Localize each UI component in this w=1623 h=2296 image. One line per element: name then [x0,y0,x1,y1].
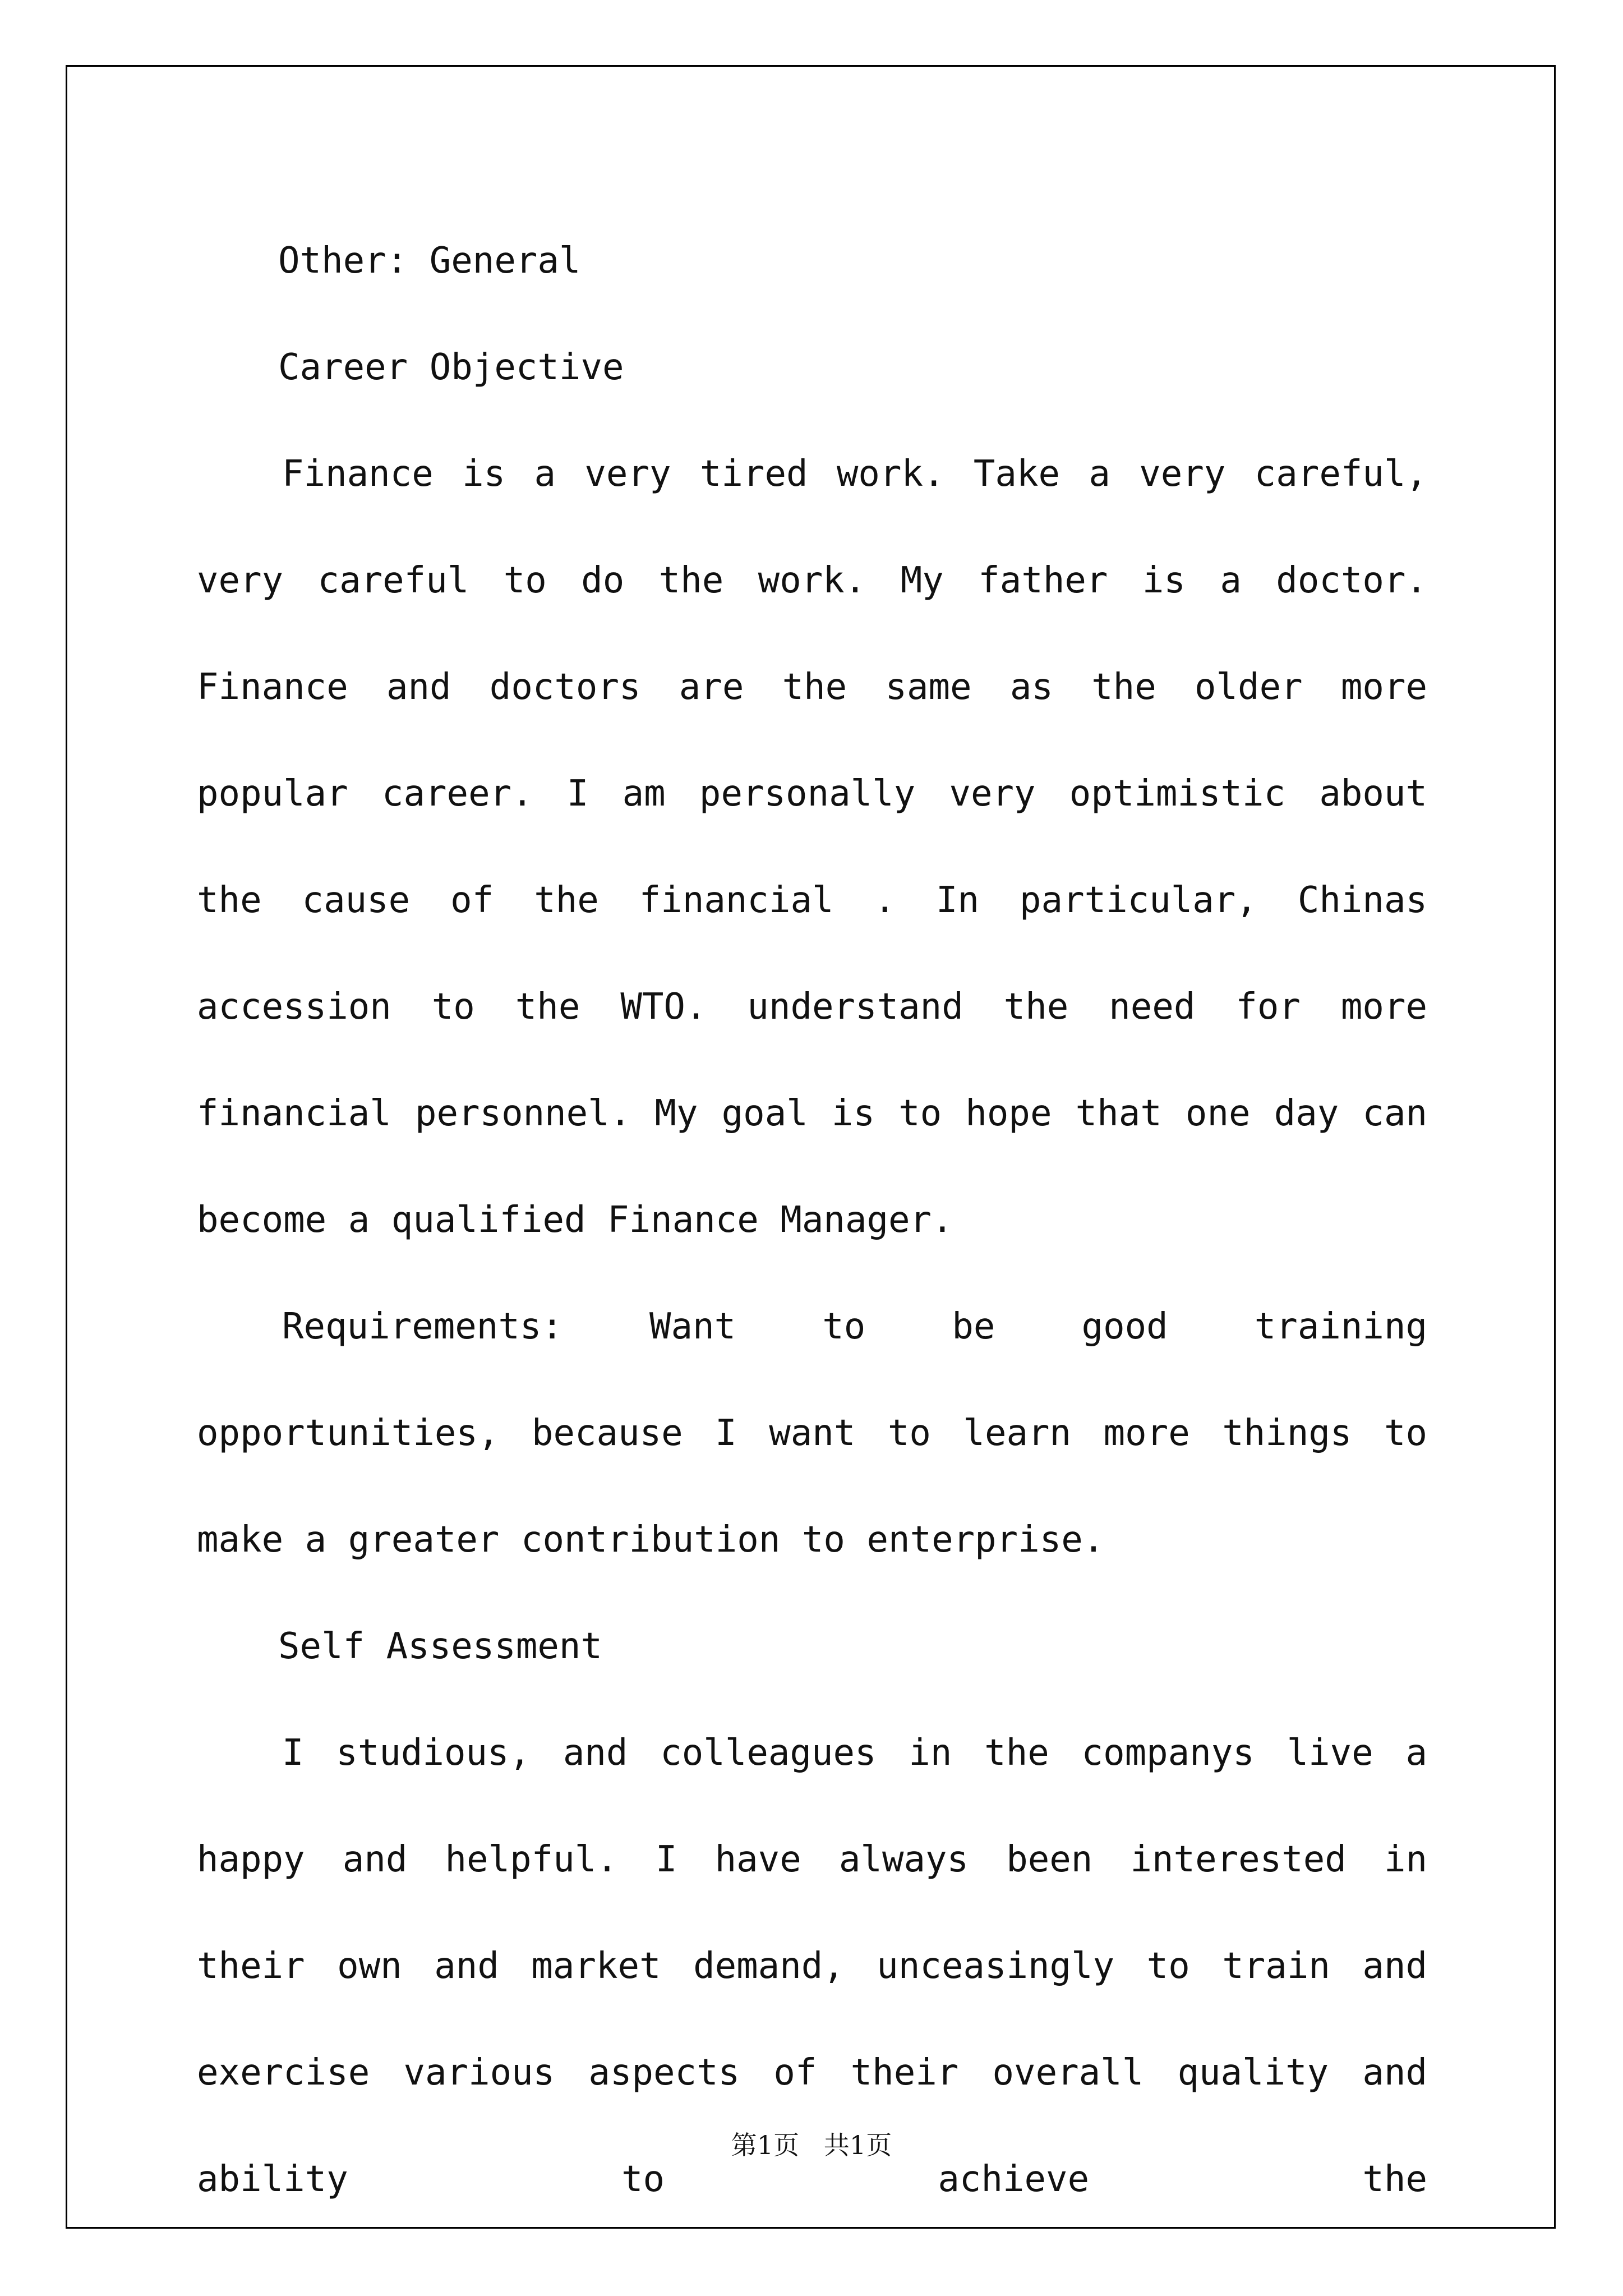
document-body [197,208,1427,2233]
paragraph-self-assessment: I studious, and colleagues in the companys live a happy and helpful. I have always been interested in their own and market demand, unceasingly to train and exercise various aspects of their overall quality and ability to achieve the [197,1732,1427,2200]
paragraph-career: Finance is a very tired work. Take a very careful, very careful to do the work. My father is a doctor. Finance and doctors are the same as the older more popular career. I am personally very optimistic about the cause of the financial . In particular, Chinas accession to the WTO. understand the need for more financial personnel. My goal is to hope that one day can become a qualified Finance Manager. [197,453,1427,1241]
paragraph-requirements: Requirements: Want to be good training opportunities, because I want to learn more things to make a greater contribution to enterprise. [197,1306,1427,1561]
page-footer: 第1页 共1页 [731,2130,892,2160]
heading-other: Other: General [278,240,581,282]
heading-self-assessment: Self Assessment [278,1626,602,1667]
heading-career-objective: Career Objective [278,347,624,388]
